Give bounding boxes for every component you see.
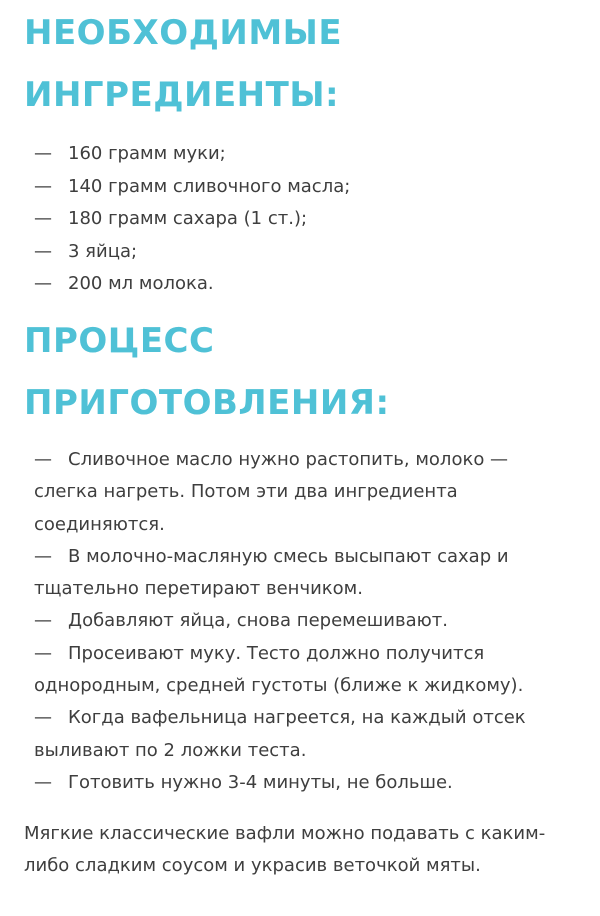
list-item [34, 605, 564, 637]
step-text: В молочно-масляную смесь высыпают сахар и тщательно перетирают венчиком. [34, 545, 509, 600]
list-item [34, 444, 564, 541]
list-item [34, 702, 564, 767]
step-text: Добавляют яйца, снова перемешивают. [68, 610, 448, 632]
list-dash: — [34, 175, 52, 197]
list-dash: — [34, 642, 52, 664]
process-heading-line-2: ПРИГОТОВЛЕНИЯ: [24, 383, 390, 423]
ingredient-text: 160 грамм муки; [68, 143, 226, 164]
list-dash: — [34, 545, 52, 567]
list-dash: — [34, 771, 52, 793]
step-text: Просеивают муку. Тесто должно получится однородным, средней густоты (ближе к жидкому). [34, 642, 524, 697]
list-dash: — [34, 449, 52, 470]
list-dash: — [34, 610, 52, 632]
list-item [34, 171, 574, 204]
list-dash: — [34, 707, 52, 729]
list-dash: — [34, 208, 52, 229]
ingredient-text: 3 яйца; [68, 240, 138, 262]
list-item [34, 268, 574, 301]
list-item [34, 203, 574, 236]
list-item [34, 638, 564, 703]
steps-list [34, 444, 564, 799]
serving-note: Мягкие классические вафли можно подавать с каким-либо сладким соусом и украсив веточкой мяты. [24, 823, 546, 876]
step-text: Готовить нужно 3-4 минуты, не больше. [68, 771, 453, 793]
process-heading [24, 310, 390, 434]
process-heading-line-1: ПРОЦЕСС [24, 321, 215, 361]
list-item [34, 236, 574, 269]
list-dash: — [34, 143, 52, 164]
list-item [34, 541, 564, 606]
list-dash: — [34, 273, 52, 294]
ingredients-heading [24, 2, 342, 126]
list-item [34, 138, 574, 171]
step-text: Сливочное масло нужно растопить, молоко — слегка нагреть. Потом эти два ингредиента соединяются. [34, 449, 509, 535]
ingredient-text: 140 грамм сливочного масла; [68, 175, 351, 197]
ingredient-text: 200 мл молока. [68, 273, 214, 294]
ingredients-heading-line-2: ИНГРЕДИЕНТЫ: [24, 75, 340, 115]
step-text: Когда вафельница нагреется, на каждый отсек выливают по 2 ложки теста. [34, 707, 526, 761]
ingredient-text: 180 грамм сахара (1 ст.); [68, 208, 308, 229]
list-dash: — [34, 240, 52, 262]
ingredients-list [34, 138, 574, 301]
ingredients-heading-line-1: НЕОБХОДИМЫЕ [24, 13, 343, 53]
list-item [34, 767, 564, 799]
